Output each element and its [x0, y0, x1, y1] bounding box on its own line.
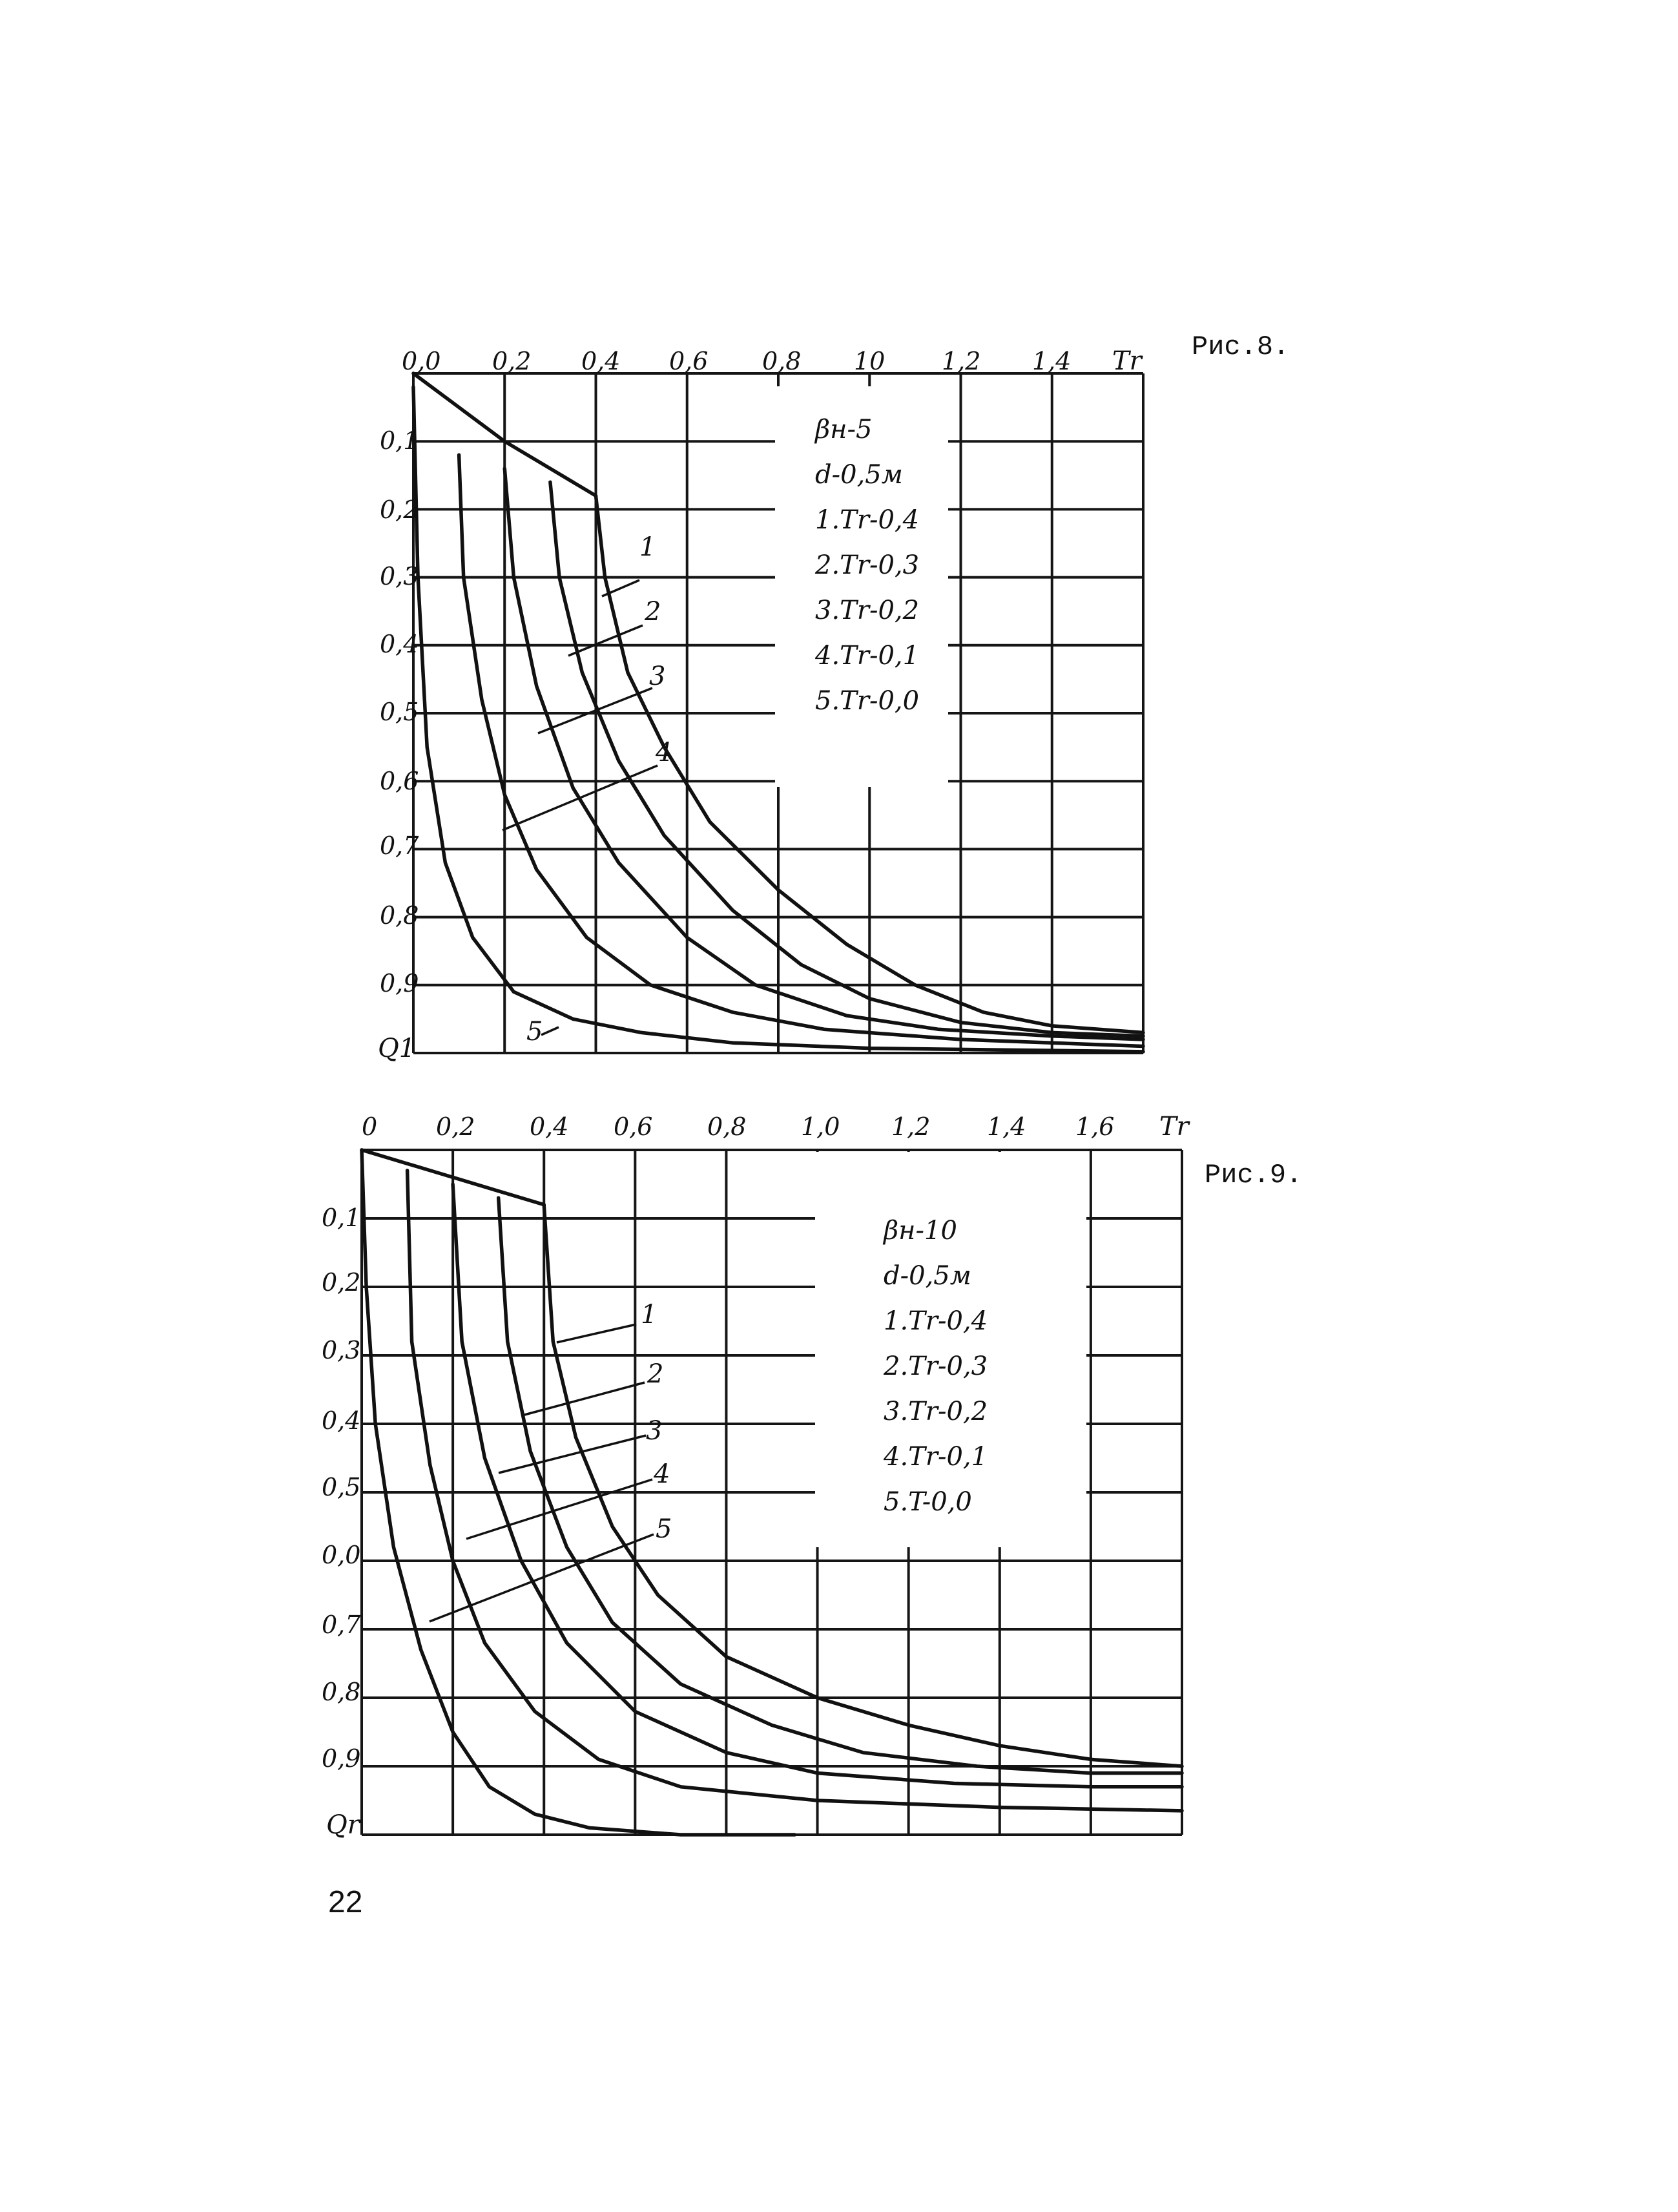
chart-fig8-leaders — [502, 580, 658, 1035]
curve-label: 3 — [649, 662, 666, 691]
legend-line: 1.Tr-0,4 — [884, 1306, 988, 1336]
y-tick-label: 0,5 — [380, 698, 419, 726]
x-axis-label: Tr — [1159, 1112, 1189, 1142]
y-tick-label: 0,9 — [380, 969, 419, 997]
curve-label: 2 — [647, 1359, 664, 1389]
y-tick-label: 0,8 — [322, 1678, 361, 1706]
x-tick-label: 0,4 — [530, 1112, 569, 1141]
chart-fig8 — [378, 331, 1289, 1063]
y-tick-label: 0,9 — [322, 1744, 361, 1773]
figure-label: Рис.8. — [1192, 331, 1290, 362]
y-tick-label: 0,6 — [380, 767, 419, 795]
curve-label: 3 — [646, 1416, 663, 1446]
legend-line: 5.Tr-0,0 — [815, 686, 920, 716]
x-tick-label: 1,4 — [1032, 347, 1072, 375]
x-tick-label: 0,6 — [669, 347, 709, 375]
legend-line: d-0,5м — [815, 460, 903, 490]
y-axis-label: Q1 — [378, 1034, 416, 1063]
figure-label: Рис.9. — [1205, 1160, 1303, 1191]
x-tick-label: 0,0 — [402, 347, 441, 375]
page-number: 22 — [328, 1885, 363, 1919]
leader-curve5 — [430, 1534, 654, 1622]
legend-line: d-0,5м — [884, 1261, 971, 1291]
legend-line: 5.T-0,0 — [884, 1487, 972, 1517]
x-tick-label: 0,8 — [762, 347, 802, 375]
x-tick-label: 1,0 — [801, 1112, 840, 1141]
leader-curve1 — [557, 1324, 636, 1342]
chart-fig8-legend-box — [775, 386, 948, 787]
legend-line: βн-5 — [815, 415, 873, 444]
legend-line: 3.Tr-0,2 — [815, 596, 920, 625]
y-tick-label: 0,1 — [380, 426, 419, 455]
legend-line: βн-10 — [884, 1216, 957, 1246]
x-tick-label: 1,2 — [942, 347, 981, 375]
leader-curve5 — [541, 1027, 559, 1035]
y-tick-label: 0,1 — [322, 1204, 361, 1232]
chart-fig9 — [322, 1112, 1302, 1840]
y-tick-label: 0,0 — [322, 1541, 361, 1569]
x-tick-label: 10 — [854, 347, 886, 375]
legend-line: 4.Tr-0,1 — [884, 1442, 988, 1472]
x-tick-label: 0,6 — [614, 1112, 653, 1141]
y-tick-label: 0,3 — [380, 562, 419, 590]
x-tick-label: 0,2 — [492, 347, 532, 375]
y-tick-label: 0,3 — [322, 1336, 361, 1364]
x-tick-label: 0 — [362, 1112, 378, 1141]
y-tick-label: 0,5 — [322, 1473, 361, 1501]
x-tick-label: 1,4 — [987, 1112, 1026, 1141]
x-axis-label: Tr — [1112, 346, 1142, 376]
curve-label: 2 — [645, 597, 661, 627]
legend-line: 2.Tr-0,3 — [815, 550, 920, 580]
leader-curve3 — [499, 1435, 646, 1473]
x-tick-label: 0,2 — [436, 1112, 475, 1141]
x-tick-label: 1,6 — [1075, 1112, 1115, 1141]
curve-label: 4 — [656, 738, 672, 767]
curve-label: 1 — [639, 532, 656, 562]
legend-line: 4.Tr-0,1 — [815, 641, 920, 671]
legend-line: 3.Tr-0,2 — [884, 1397, 988, 1426]
y-tick-label: 0,7 — [322, 1611, 361, 1639]
x-tick-label: 0,4 — [581, 347, 621, 375]
chart-fig9-leaders — [430, 1324, 654, 1622]
y-tick-label: 0,2 — [380, 496, 419, 524]
y-tick-label: 0,2 — [322, 1268, 361, 1297]
x-tick-label: 0,8 — [707, 1112, 747, 1141]
curve-label: 4 — [654, 1459, 670, 1489]
curve-label: 1 — [641, 1300, 658, 1330]
leader-curve4 — [502, 766, 658, 830]
x-tick-label: 1,2 — [891, 1112, 931, 1141]
curve-label: 5 — [526, 1017, 543, 1047]
y-tick-label: 0,8 — [380, 901, 419, 930]
leader-curve2 — [524, 1382, 645, 1415]
y-tick-label: 0,7 — [380, 831, 419, 860]
legend-line: 1.Tr-0,4 — [815, 505, 920, 535]
y-tick-label: 0,4 — [380, 630, 419, 658]
curve-label: 5 — [656, 1514, 672, 1544]
legend-line: 2.Tr-0,3 — [884, 1351, 988, 1381]
y-axis-label: Qr — [326, 1810, 360, 1840]
leader-curve2 — [568, 625, 643, 656]
y-tick-label: 0,4 — [322, 1406, 361, 1435]
